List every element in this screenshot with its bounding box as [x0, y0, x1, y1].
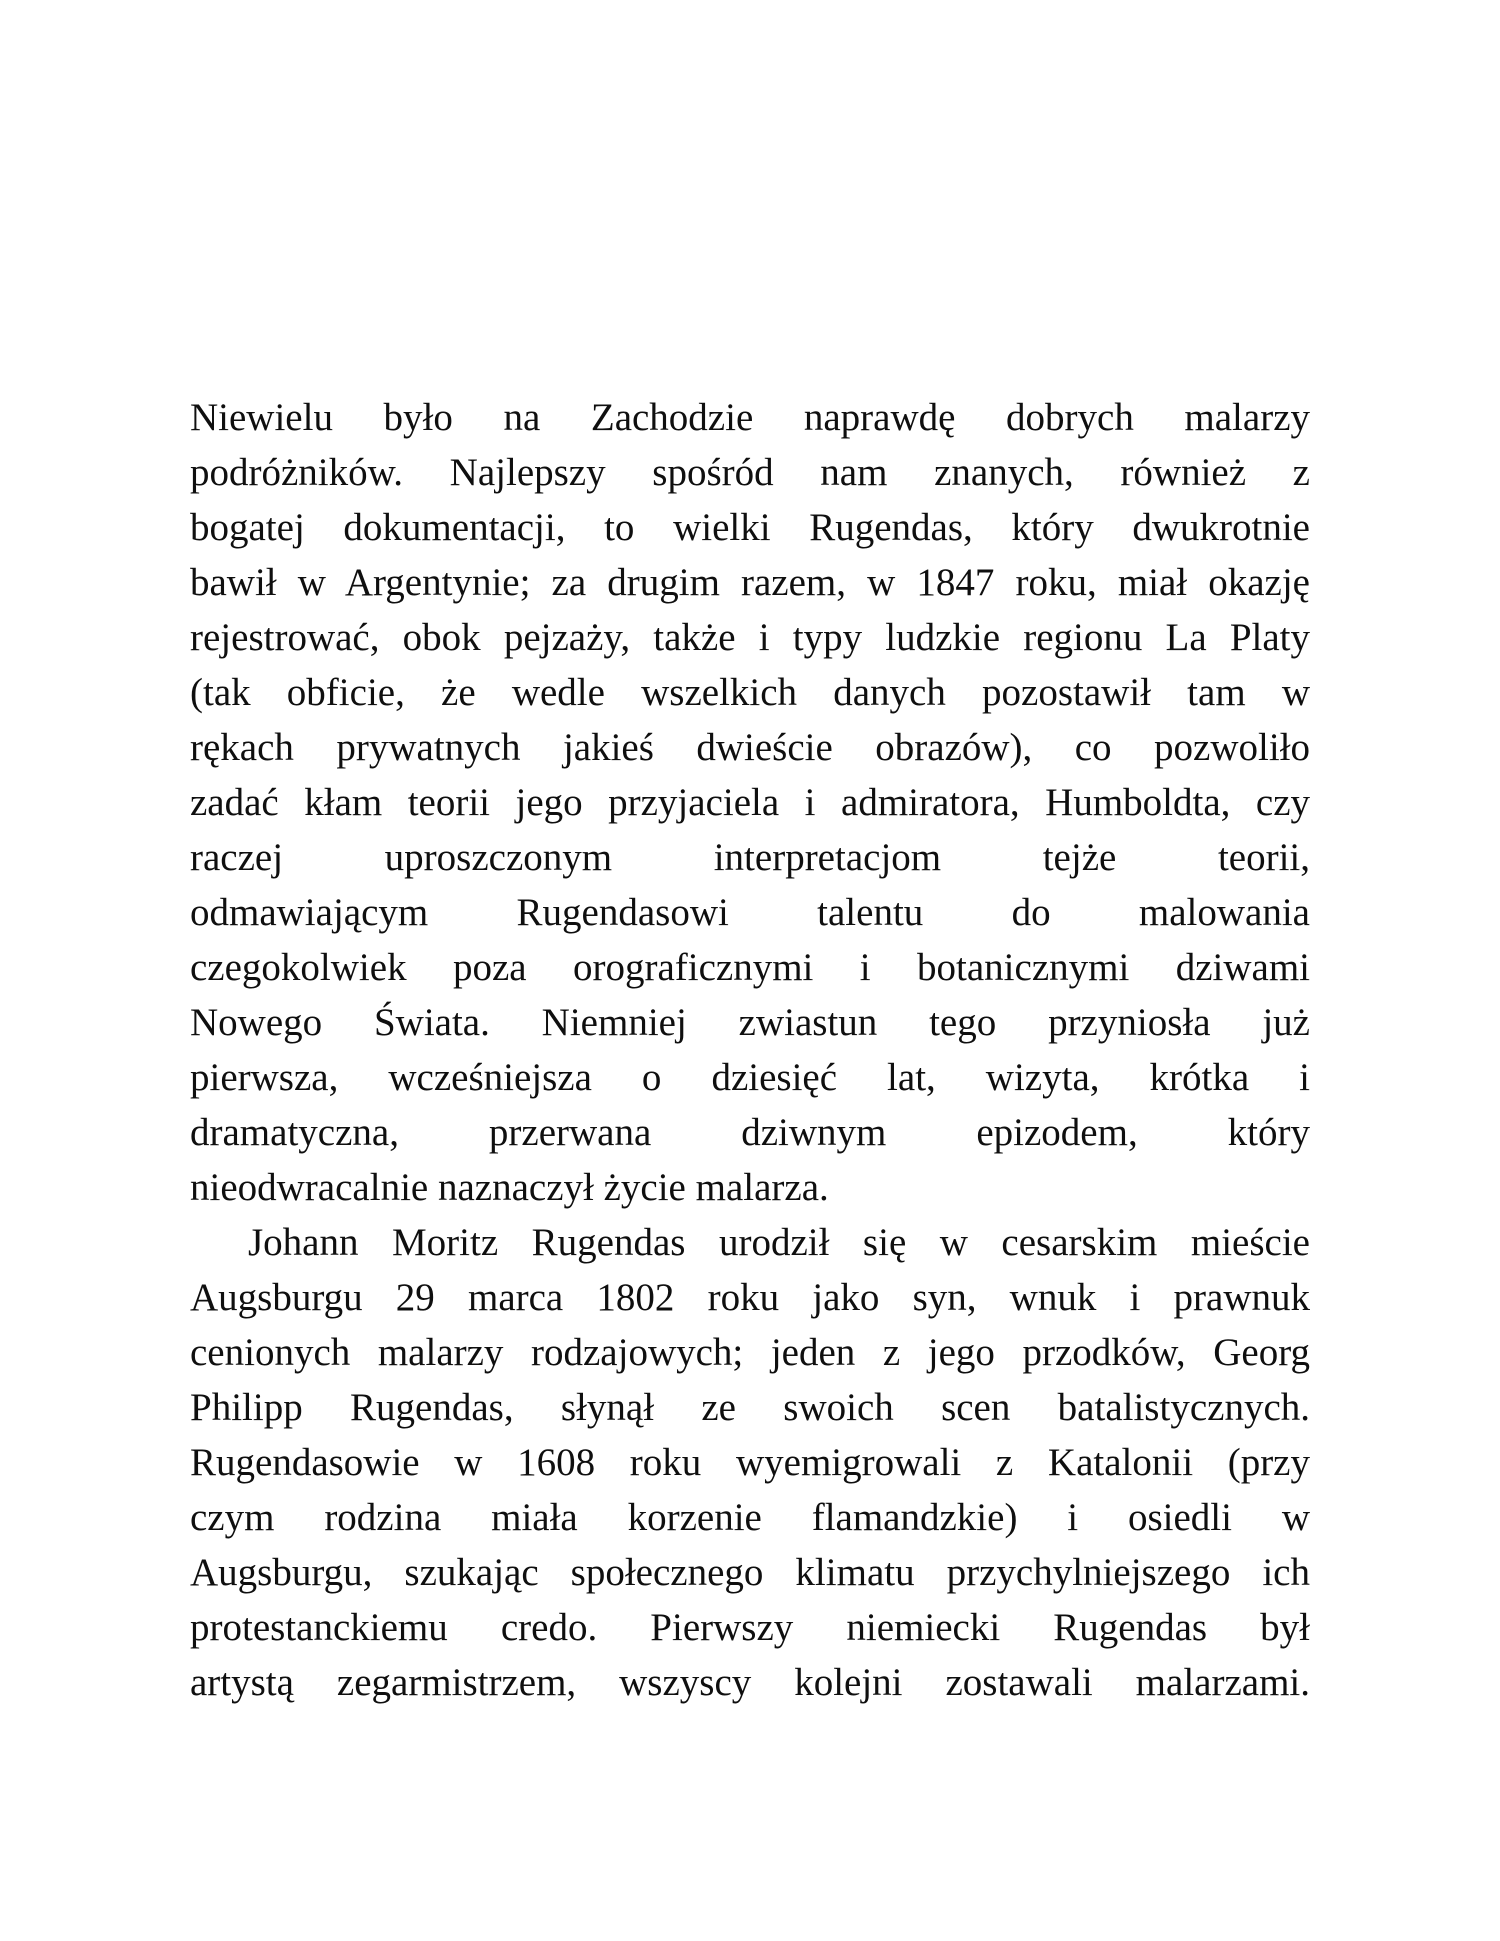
text-line: protestanckiemu credo. Pierwszy niemiecki Rugendas był [190, 1606, 1310, 1649]
text-line: odmawiającym Rugendasowi talentu do malowania [190, 891, 1310, 934]
text-line: rękach prywatnych jakieś dwieście obrazów), co pozwoliło [190, 726, 1310, 769]
text-line: podróżników. Najlepszy spośród nam znanych, również z [190, 451, 1310, 494]
text-line: bogatej dokumentacji, to wielki Rugendas, który dwukrotnie [190, 506, 1310, 549]
text-line: dramatyczna, przerwana dziwnym epizodem, który [190, 1111, 1310, 1154]
text-line: Nowego Świata. Niemniej zwiastun tego przyniosła już [190, 1001, 1310, 1044]
text-line: rejestrować, obok pejzaży, także i typy ludzkie regionu La Platy [190, 616, 1310, 659]
text-line: bawił w Argentynie; za drugim razem, w 1847 roku, miał okazję [190, 561, 1310, 604]
text-line: nieodwracalnie naznaczył życie malarza. [190, 1166, 829, 1209]
text-line: czym rodzina miała korzenie flamandzkie) i osiedli w [190, 1496, 1310, 1539]
text-line: Augsburgu 29 marca 1802 roku jako syn, wnuk i prawnuk [190, 1276, 1310, 1319]
text-line: Augsburgu, szukając społecznego klimatu przychylniejszego ich [190, 1551, 1310, 1594]
text-line: Niewielu było na Zachodzie naprawdę dobrych malarzy [190, 396, 1310, 439]
text-line: Rugendasowie w 1608 roku wyemigrowali z Katalonii (przy [190, 1441, 1310, 1484]
page-text-block [190, 390, 1310, 1710]
paragraph [190, 390, 1310, 1215]
text-line: Johann Moritz Rugendas urodził się w cesarskim mieście [248, 1221, 1310, 1264]
text-line: pierwsza, wcześniejsza o dziesięć lat, wizyta, krótka i [190, 1056, 1310, 1099]
text-line: Philipp Rugendas, słynął ze swoich scen batalistycznych. [190, 1386, 1310, 1429]
text-line: artystą zegarmistrzem, wszyscy kolejni zostawali malarzami. [190, 1661, 1310, 1704]
text-line: (tak obficie, że wedle wszelkich danych pozostawił tam w [190, 671, 1310, 714]
paragraph [190, 1215, 1310, 1710]
text-line: cenionych malarzy rodzajowych; jeden z jego przodków, Georg [190, 1331, 1310, 1374]
text-line: zadać kłam teorii jego przyjaciela i admiratora, Humboldta, czy [190, 781, 1310, 824]
text-line: czegokolwiek poza orograficznymi i botanicznymi dziwami [190, 946, 1310, 989]
text-line: raczej uproszczonym interpretacjom tejże teorii, [190, 836, 1310, 879]
